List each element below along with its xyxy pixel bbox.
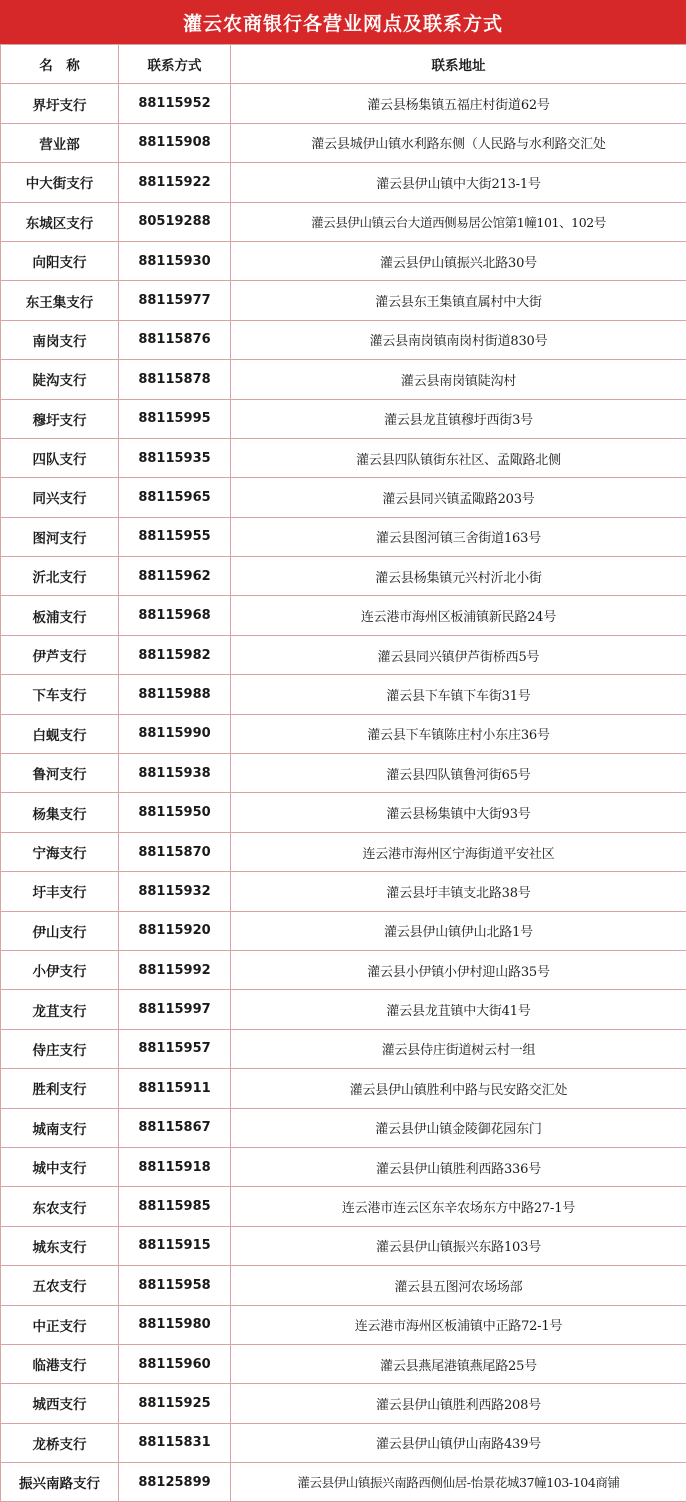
branch-address: 灌云县杨集镇五福庄村街道62号	[231, 84, 686, 123]
table-row	[1, 84, 686, 123]
table-row	[1, 1147, 686, 1186]
table-row	[1, 714, 686, 753]
branch-phone: 88115995	[119, 399, 231, 438]
branch-phone: 88115980	[119, 1305, 231, 1344]
branch-address: 灌云县同兴镇孟陬路203号	[231, 478, 686, 517]
branch-name: 南岗支行	[1, 320, 119, 359]
branch-phone: 88115968	[119, 596, 231, 635]
table-row	[1, 872, 686, 911]
branch-address: 灌云县伊山镇振兴南路西侧仙居-怡景花城37幢103-104商铺	[231, 1463, 686, 1502]
branch-name: 向阳支行	[1, 241, 119, 280]
table-row	[1, 241, 686, 280]
branch-name: 伊芦支行	[1, 635, 119, 674]
branch-phone: 88115955	[119, 517, 231, 556]
table-row	[1, 360, 686, 399]
branch-table	[0, 44, 686, 1502]
branch-phone: 88115922	[119, 163, 231, 202]
branch-address: 灌云县伊山镇胜利中路与民安路交汇处	[231, 1069, 686, 1108]
branch-phone: 88115977	[119, 281, 231, 320]
table-row	[1, 950, 686, 989]
branch-name: 鲁河支行	[1, 754, 119, 793]
branch-name: 龙桥支行	[1, 1423, 119, 1462]
branch-address: 灌云县东王集镇直属村中大街	[231, 281, 686, 320]
table-row	[1, 754, 686, 793]
branch-phone: 88115935	[119, 438, 231, 477]
table-row	[1, 832, 686, 871]
branch-address: 灌云县伊山镇胜利西路336号	[231, 1147, 686, 1186]
branch-phone: 88115878	[119, 360, 231, 399]
page-title	[0, 0, 686, 44]
branch-address: 灌云县下车镇陈庄村小东庄36号	[231, 714, 686, 753]
table-row	[1, 517, 686, 556]
branch-name: 圩丰支行	[1, 872, 119, 911]
branch-phone: 88115965	[119, 478, 231, 517]
table-row	[1, 1266, 686, 1305]
branch-phone: 88115930	[119, 241, 231, 280]
branch-address: 灌云县下车镇下车街31号	[231, 675, 686, 714]
branch-name: 城西支行	[1, 1384, 119, 1423]
branch-name: 东农支行	[1, 1187, 119, 1226]
branch-address: 灌云县杨集镇元兴村沂北小街	[231, 557, 686, 596]
branch-address: 灌云县伊山镇胜利西路208号	[231, 1384, 686, 1423]
branch-name: 城南支行	[1, 1108, 119, 1147]
branch-phone: 88115962	[119, 557, 231, 596]
branch-phone: 88115918	[119, 1147, 231, 1186]
branch-name: 陡沟支行	[1, 360, 119, 399]
branch-name: 东王集支行	[1, 281, 119, 320]
table-row	[1, 1187, 686, 1226]
branch-phone: 88115992	[119, 950, 231, 989]
table-row	[1, 399, 686, 438]
branch-name: 振兴南路支行	[1, 1463, 119, 1502]
table-row	[1, 1344, 686, 1383]
branch-phone: 88115925	[119, 1384, 231, 1423]
table-row	[1, 478, 686, 517]
branch-address: 连云港市海州区板浦镇新民路24号	[231, 596, 686, 635]
branch-phone: 88115938	[119, 754, 231, 793]
table-row	[1, 320, 686, 359]
header-name: 名 称	[1, 45, 119, 84]
branch-address: 灌云县伊山镇振兴北路30号	[231, 241, 686, 280]
branch-address: 灌云县侍庄街道树云村一组	[231, 1029, 686, 1068]
branch-phone: 88125899	[119, 1463, 231, 1502]
table-row	[1, 911, 686, 950]
branch-address: 灌云县南岗镇陡沟村	[231, 360, 686, 399]
branch-name: 临港支行	[1, 1344, 119, 1383]
branch-phone: 80519288	[119, 202, 231, 241]
table-row	[1, 438, 686, 477]
branch-name: 白蚬支行	[1, 714, 119, 753]
branch-phone: 88115911	[119, 1069, 231, 1108]
table-row	[1, 1029, 686, 1068]
branch-phone: 88115932	[119, 872, 231, 911]
page-title-text: 灌云农商银行各营业网点及联系方式	[183, 9, 503, 36]
header-address: 联系地址	[231, 45, 686, 84]
branch-phone: 88115915	[119, 1226, 231, 1265]
branch-address: 灌云县五图河农场场部	[231, 1266, 686, 1305]
branch-address: 灌云县伊山镇金陵御花园东门	[231, 1108, 686, 1147]
branch-name: 侍庄支行	[1, 1029, 119, 1068]
branch-name: 同兴支行	[1, 478, 119, 517]
branch-name: 中正支行	[1, 1305, 119, 1344]
branch-address: 灌云县城伊山镇水利路东侧（人民路与水利路交汇处	[231, 123, 686, 162]
branch-phone: 88115982	[119, 635, 231, 674]
table-row	[1, 1423, 686, 1462]
branch-address: 灌云县伊山镇云台大道西侧易居公馆第1幢101、102号	[231, 202, 686, 241]
branch-name: 穆圩支行	[1, 399, 119, 438]
table-row	[1, 1069, 686, 1108]
branch-name: 东城区支行	[1, 202, 119, 241]
header-phone: 联系方式	[119, 45, 231, 84]
branch-phone: 88115908	[119, 123, 231, 162]
branch-phone: 88115958	[119, 1266, 231, 1305]
branch-name: 板浦支行	[1, 596, 119, 635]
table-row	[1, 1384, 686, 1423]
branch-name: 胜利支行	[1, 1069, 119, 1108]
branch-name: 城中支行	[1, 1147, 119, 1186]
branch-address: 灌云县南岗镇南岗村街道830号	[231, 320, 686, 359]
branch-name: 五农支行	[1, 1266, 119, 1305]
branch-address: 灌云县伊山镇伊山北路1号	[231, 911, 686, 950]
table-row	[1, 281, 686, 320]
branch-name: 下车支行	[1, 675, 119, 714]
branch-phone: 88115876	[119, 320, 231, 359]
table-row	[1, 990, 686, 1029]
branch-name: 宁海支行	[1, 832, 119, 871]
branch-phone: 88115990	[119, 714, 231, 753]
branch-name: 图河支行	[1, 517, 119, 556]
table-row	[1, 557, 686, 596]
branch-address: 灌云县龙苴镇穆圩西街3号	[231, 399, 686, 438]
branch-name: 沂北支行	[1, 557, 119, 596]
branch-name: 小伊支行	[1, 950, 119, 989]
table-row	[1, 675, 686, 714]
table-row	[1, 1305, 686, 1344]
branch-name: 营业部	[1, 123, 119, 162]
branch-address: 灌云县图河镇三舍街道163号	[231, 517, 686, 556]
branch-phone: 88115831	[119, 1423, 231, 1462]
branch-phone: 88115867	[119, 1108, 231, 1147]
table-row	[1, 1463, 686, 1502]
branch-address: 灌云县龙苴镇中大街41号	[231, 990, 686, 1029]
table-row	[1, 596, 686, 635]
branch-address: 灌云县同兴镇伊芦街桥西5号	[231, 635, 686, 674]
branch-phone: 88115957	[119, 1029, 231, 1068]
branch-address: 灌云县圩丰镇支北路38号	[231, 872, 686, 911]
branch-address: 连云港市海州区宁海街道平安社区	[231, 832, 686, 871]
branch-name: 四队支行	[1, 438, 119, 477]
branch-address: 灌云县燕尾港镇燕尾路25号	[231, 1344, 686, 1383]
branch-name: 龙苴支行	[1, 990, 119, 1029]
table-row	[1, 635, 686, 674]
branch-phone: 88115997	[119, 990, 231, 1029]
table-row	[1, 202, 686, 241]
table-row	[1, 1108, 686, 1147]
branch-phone: 88115960	[119, 1344, 231, 1383]
table-row	[1, 793, 686, 832]
branch-phone: 88115870	[119, 832, 231, 871]
table-header-row	[1, 45, 686, 84]
table-body	[1, 84, 686, 1502]
table-row	[1, 1226, 686, 1265]
branch-address: 灌云县伊山镇中大街213-1号	[231, 163, 686, 202]
branch-name: 城东支行	[1, 1226, 119, 1265]
branch-name: 中大街支行	[1, 163, 119, 202]
branch-name: 界圩支行	[1, 84, 119, 123]
branch-address: 灌云县杨集镇中大街93号	[231, 793, 686, 832]
branch-address: 连云港市连云区东辛农场东方中路27-1号	[231, 1187, 686, 1226]
branch-phone: 88115950	[119, 793, 231, 832]
table-row	[1, 163, 686, 202]
branch-address: 灌云县小伊镇小伊村迎山路35号	[231, 950, 686, 989]
branch-address: 灌云县伊山镇伊山南路439号	[231, 1423, 686, 1462]
branch-address: 灌云县伊山镇振兴东路103号	[231, 1226, 686, 1265]
branch-phone: 88115920	[119, 911, 231, 950]
branch-phone: 88115988	[119, 675, 231, 714]
branch-name: 伊山支行	[1, 911, 119, 950]
table-row	[1, 123, 686, 162]
branch-address: 灌云县四队镇鲁河街65号	[231, 754, 686, 793]
branch-phone: 88115952	[119, 84, 231, 123]
branch-phone: 88115985	[119, 1187, 231, 1226]
branch-address: 连云港市海州区板浦镇中正路72-1号	[231, 1305, 686, 1344]
branch-address: 灌云县四队镇街东社区、孟陬路北侧	[231, 438, 686, 477]
branch-name: 杨集支行	[1, 793, 119, 832]
